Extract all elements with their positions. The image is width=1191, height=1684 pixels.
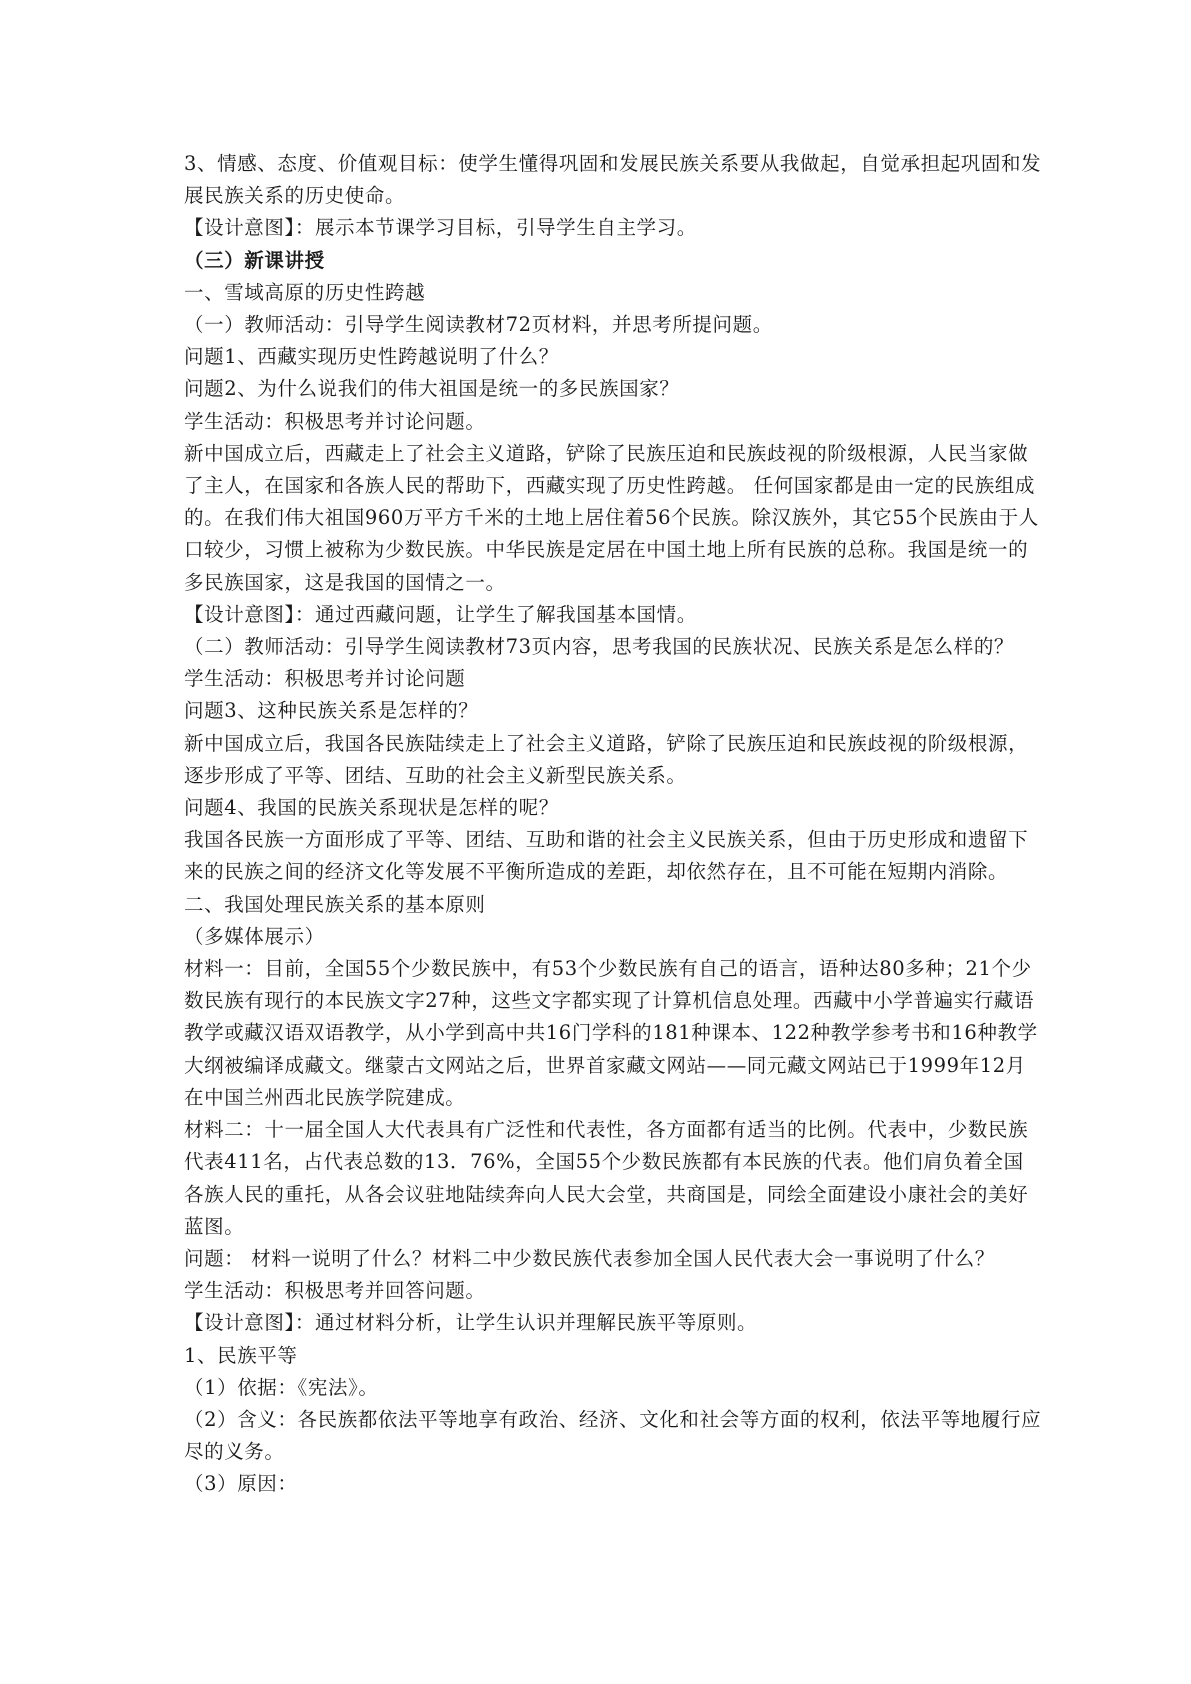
- teacher-activity-1: （一）教师活动：引导学生阅读教材72页材料，并思考所提问题。: [184, 313, 773, 337]
- question-materials: 问题： 材料一说明了什么？材料二中少数民族代表参加全国人民代表大会一事说明了什么？: [184, 1246, 995, 1270]
- equality-basis: （1）依据：《宪法》。: [184, 1375, 379, 1399]
- student-activity-2: 学生活动：积极思考并讨论问题: [184, 667, 466, 691]
- document-body: [184, 148, 1042, 1501]
- teacher-activity-2: （二）教师活动：引导学生阅读教材73页内容，思考我国的民族状况、民族关系是怎么样的？: [184, 635, 1015, 659]
- subheading-basic-principles: 二、我国处理民族关系的基本原则: [184, 892, 486, 916]
- answer-3: 新中国成立后，我国各民族陆续走上了社会主义道路，铲除了民族压迫和民族歧视的阶级根源，逐步形成了平等、团结、互助的社会主义新型民族关系。: [184, 731, 1029, 787]
- equality-reason: （3）原因：: [184, 1472, 298, 1496]
- design-intent-3: 【设计意图】：通过材料分析，让学生认识并理解民族平等原则。: [184, 1311, 758, 1335]
- paragraph-objective-3: 3、情感、态度、价值观目标：使学生懂得巩固和发展民族关系要从我做起，自觉承担起巩固和发展民族关系的历史使命。: [184, 152, 1042, 208]
- explanation-tibet: 新中国成立后，西藏走上了社会主义道路，铲除了民族压迫和民族歧视的阶级根源，人民当家做了主人，在国家和各族人民的帮助下，西藏实现了历史性跨越。 任何国家都是由一定的民族组成的。在我们伟大祖国960万平方千米的土地上居住着56个民族。除汉族外，其它55个民族由于人口较少，习惯上被称为少数民族。中华民族是定居在中国土地上所有民族的总称。我国是统一的多民族国家，这是我国的国情之一。: [184, 441, 1039, 594]
- design-intent-2: 【设计意图】：通过西藏问题，让学生了解我国基本国情。: [184, 602, 697, 626]
- student-activity-3: 学生活动：积极思考并回答问题。: [184, 1279, 486, 1303]
- subheading-tibet-leap: 一、雪域高原的历史性跨越: [184, 280, 426, 304]
- equality-meaning: （2）含义：各民族都依法平等地享有政治、经济、文化和社会等方面的权利，依法平等地履行应尽的义务。: [184, 1407, 1042, 1464]
- principle-ethnic-equality: 1、民族平等: [184, 1343, 298, 1367]
- section-heading-new-lesson: （三）新课讲授: [184, 248, 325, 272]
- material-2: 材料二：十一届全国人大代表具有广泛性和代表性，各方面都有适当的比例。代表中，少数民族代表411名，占代表总数的13．76%，全国55个少数民族都有本民族的代表。他们肩负着全国各族人民的重托，从各会议驻地陆续奔向人民大会堂，共商国是，同绘全面建设小康社会的美好蓝图。: [184, 1118, 1029, 1238]
- answer-4: 我国各民族一方面形成了平等、团结、互助和谐的社会主义民族关系，但由于历史形成和遗留下来的民族之间的经济文化等发展不平衡所造成的差距，却依然存在，且不可能在短期内消除。: [184, 828, 1029, 884]
- student-activity-1: 学生活动：积极思考并讨论问题。: [184, 409, 486, 433]
- material-1: 材料一：目前，全国55个少数民族中，有53个少数民族有自己的语言，语种达80多种；21个少数民族有现行的本民族文字27种，这些文字都实现了计算机信息处理。西藏中小学普遍实行藏语教学或藏汉语双语教学，从小学到高中共16门学科的181种课本、122种教学参考书和16种教学大纲被编译成藏文。继蒙古文网站之后，世界首家藏文网站——同元藏文网站已于1999年12月在中国兰州西北民族学院建成。: [184, 957, 1038, 1109]
- design-intent-1: 【设计意图】：展示本节课学习目标，引导学生自主学习。: [184, 216, 697, 240]
- question-3: 问题3、这种民族关系是怎样的？: [184, 699, 479, 723]
- question-4: 问题4、我国的民族关系现状是怎样的呢？: [184, 796, 559, 820]
- multimedia-note: （多媒体展示）: [184, 924, 325, 948]
- question-1: 问题1、西藏实现历史性跨越说明了什么？: [184, 345, 559, 369]
- question-2: 问题2、为什么说我们的伟大祖国是统一的多民族国家？: [184, 377, 680, 401]
